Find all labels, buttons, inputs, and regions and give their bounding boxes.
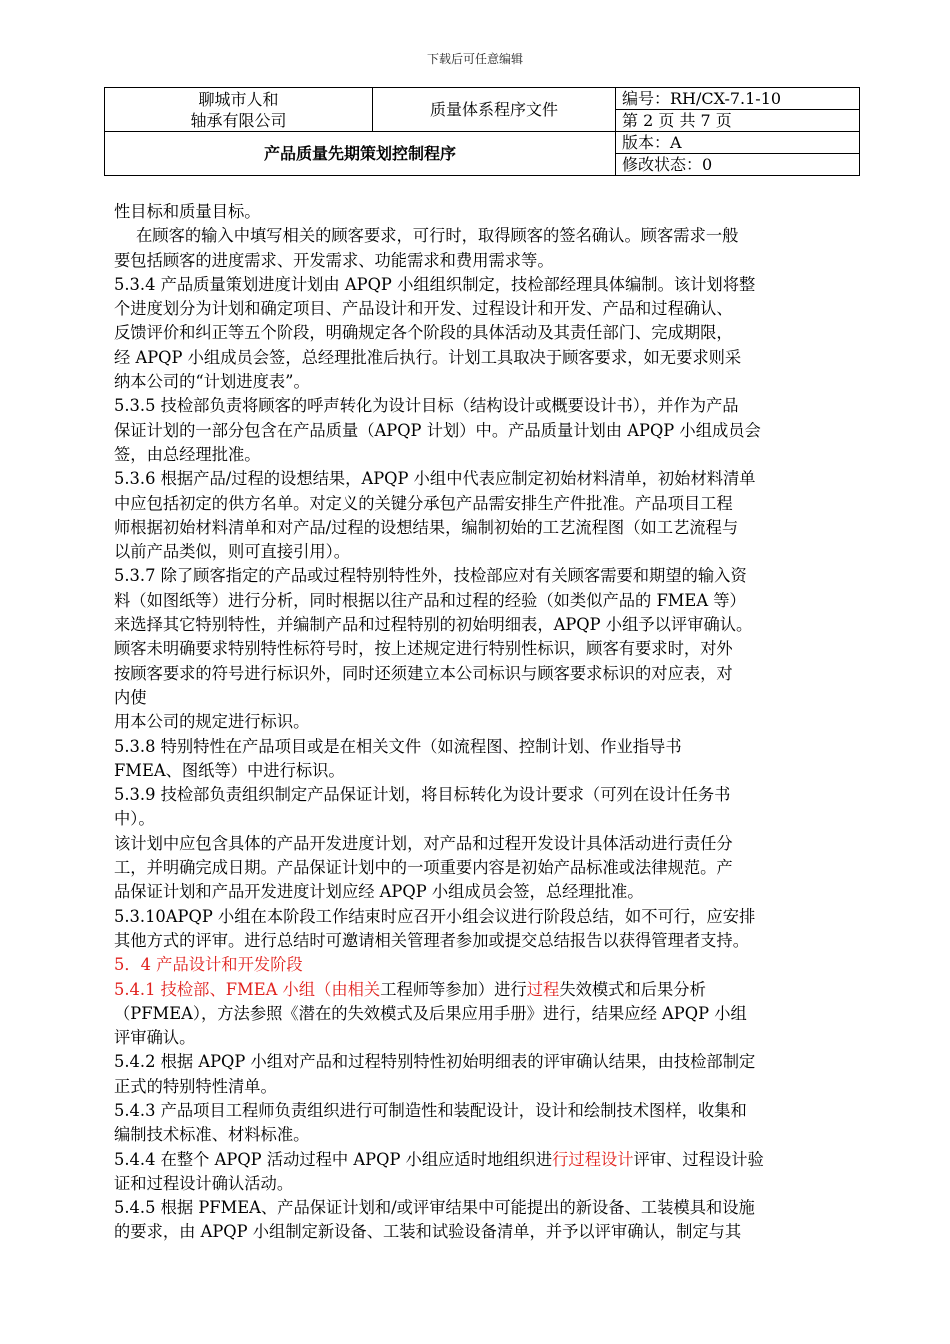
text-line: 该计划中应包含具体的产品开发进度计划，对产品和过程开发设计具体活动进行责任分	[114, 833, 733, 853]
document-number: 编号：RH/CX-7.1-10	[616, 88, 860, 110]
text-line: FMEA、图纸等）中进行标识。	[114, 760, 345, 780]
document-header-table	[104, 87, 860, 176]
text-line: 工，并明确完成日期。产品保证计划中的一项重要内容是初始产品标准或法律规范。产	[114, 858, 733, 878]
text-line: 中）。	[114, 809, 155, 829]
text-span: 5.4.4 在整个 APQP 活动过程中 APQP 小组应适时地组织进	[114, 1149, 553, 1169]
text-line: 签，由总经理批准。	[114, 444, 261, 464]
section-heading: 5．4 产品设计和开发阶段	[114, 955, 303, 975]
text-line: 5.4.3 产品项目工程师负责组织进行可制造性和装配设计，设计和绘制技术图样，收集和	[114, 1100, 747, 1120]
text-line: 品保证计划和产品开发进度计划应经 APQP 小组成员会签，总经理批准。	[114, 882, 644, 902]
text-line: 反馈评价和纠正等五个阶段，明确规定各个阶段的具体活动及其责任部门、完成期限，	[114, 323, 733, 343]
text-line: 在顾客的输入中填写相关的顾客要求，可行时，取得顾客的签名确认。顾客需求一般	[136, 226, 739, 246]
document-type: 质量体系程序文件	[373, 88, 616, 132]
version: 版本：A	[616, 132, 860, 154]
text-line: 料（如图纸等）进行分析，同时根据以往产品和过程的经验（如类似产品的 FMEA 等）	[114, 590, 746, 610]
highlighted-text: 5.4.1 技检部、FMEA 小组（由相关	[114, 979, 381, 999]
text-line: 要包括顾客的进度需求、开发需求、功能需求和费用需求等。	[114, 250, 554, 270]
text-line: 中应包括初定的供方名单。对定义的关键分承包产品需安排生产件批准。产品项目工程	[114, 493, 733, 513]
text-line: 其他方式的评审。进行总结时可邀请相关管理者参加或提交总结报告以获得管理者支持。	[114, 930, 749, 950]
text-line: 5.3.4 产品质量策划进度计划由 APQP 小组组织制定，技检部经理具体编制。该计划将整	[114, 274, 756, 294]
text-line: 经 APQP 小组成员会签，总经理批准后执行。计划工具取决于顾客要求，如无要求则采	[114, 347, 742, 367]
text-line: 5.3.9 技检部负责组织制定产品保证计划，将目标转化为设计要求（可列在设计任务书	[114, 785, 731, 805]
text-line: 保证计划的一部分包含在产品质量（APQP 计划）中。产品质量计划由 APQP 小组成员会	[114, 420, 761, 440]
text-line: 的要求，由 APQP 小组制定新设备、工装和试验设备清单，并予以评审确认，制定与其	[114, 1222, 742, 1242]
text-line: 评审确认。	[114, 1028, 196, 1048]
text-line: 5.3.8 特别特性在产品项目或是在相关文件（如流程图、控制计划、作业指导书	[114, 736, 682, 756]
highlighted-text: 行过程设计	[552, 1149, 634, 1169]
text-line: 个进度划分为计划和确定项目、产品设计和开发、过程设计和开发、产品和过程确认、	[114, 299, 733, 319]
text-span: 评审、过程设计验	[633, 1149, 764, 1169]
document-title: 产品质量先期策划控制程序	[105, 132, 616, 176]
text-line: 证和过程设计确认活动。	[114, 1173, 294, 1193]
text-line: 师根据初始材料清单和对产品/过程的设想结果，编制初始的工艺流程图（如工艺流程与	[114, 517, 739, 537]
text-line: 5.3.10APQP 小组在本阶段工作结束时应召开小组会议进行阶段总结，如不可行，应安排	[114, 906, 756, 926]
text-line: 来选择其它特别特性，并编制产品和过程特别的初始明细表，APQP 小组予以评审确认。	[114, 615, 753, 635]
text-line: 5.3.6 根据产品/过程的设想结果，APQP 小组中代表应制定初始材料清单，初始材料清单	[114, 469, 756, 489]
text-line: 按顾客要求的符号进行标识外，同时还须建立本公司标识与顾客要求标识的对应表，对	[114, 663, 733, 683]
text-line: 5.3.5 技检部负责将顾客的呼声转化为设计目标（结构设计或概要设计书），并作为产品	[114, 396, 739, 416]
document-body	[114, 200, 858, 1245]
text-span: 工程师等参加）进行	[380, 979, 527, 999]
text-line: 5.4.5 根据 PFMEA、产品保证计划和/或评审结果中可能提出的新设备、工装模具和设施	[114, 1198, 755, 1218]
text-line: （PFMEA），方法参照《潜在的失效模式及后果应用手册》进行，结果应经 APQP 小组	[114, 1003, 747, 1023]
text-line: 顾客未明确要求特别特性标符号时，按上述规定进行特别性标识，顾客有要求时，对外	[114, 639, 733, 659]
company-name	[105, 88, 373, 132]
text-line	[114, 978, 858, 1002]
text-line: 编制技术标准、材料标准。	[114, 1125, 310, 1145]
text-line: 正式的特别特性清单。	[114, 1076, 277, 1096]
text-line: 纳本公司的“计划进度表”。	[114, 372, 310, 392]
text-line: 用本公司的规定进行标识。	[114, 712, 310, 732]
text-line: 5.3.7 除了顾客指定的产品或过程特别特性外，技检部应对有关顾客需要和期望的输入资	[114, 566, 747, 586]
revision-status: 修改状态：0	[616, 154, 860, 176]
page-indicator: 第 2 页 共 7 页	[616, 110, 860, 132]
text-line: 性目标和质量目标。	[114, 202, 261, 221]
company-line-1: 聊城市人和	[198, 89, 279, 109]
text-span: 失效模式和后果分析	[559, 979, 706, 999]
text-line	[114, 1148, 858, 1172]
text-line: 内使	[114, 687, 147, 707]
text-line: 5.4.2 根据 APQP 小组对产品和过程特别特性初始明细表的评审确认结果，由技检部制定	[114, 1052, 756, 1072]
top-note: 下载后可任意编辑	[426, 52, 523, 66]
text-line: 以前产品类似，则可直接引用）。	[114, 542, 351, 562]
company-line-2: 轴承有限公司	[190, 110, 287, 130]
highlighted-text: 过程	[526, 979, 560, 999]
